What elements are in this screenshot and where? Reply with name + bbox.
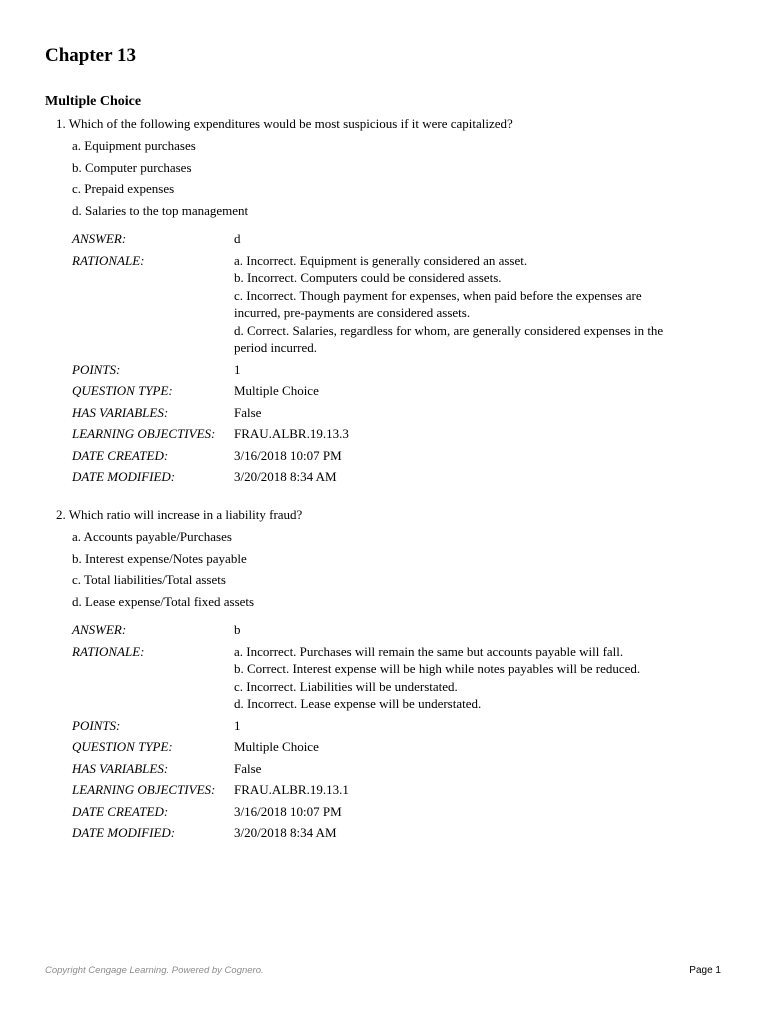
question-type-label: QUESTION TYPE:: [72, 739, 173, 754]
has-variables-row: [72, 402, 704, 424]
answer-value: b: [234, 622, 241, 637]
choice-a: a. Equipment purchases: [72, 138, 196, 153]
answer-value: d: [234, 231, 241, 246]
points-value: 1: [234, 717, 241, 733]
date-modified-label: DATE MODIFIED:: [72, 825, 176, 840]
rationale-line: c. Incorrect. Liabilities will be understated.: [234, 678, 458, 694]
question-type-row: [72, 736, 704, 758]
rationale-label: RATIONALE:: [72, 252, 145, 268]
date-created-label: DATE CREATED:: [72, 803, 169, 819]
rationale-line: c. Incorrect. Though payment for expenses, when paid before the expenses are: [234, 287, 642, 303]
date-created-value: 3/16/2018 10:07 PM: [234, 803, 342, 819]
learning-objectives-value: FRAU.ALBR.19.13.1: [234, 782, 349, 797]
choice-list: [72, 526, 254, 612]
has-variables-label: HAS VARIABLES:: [72, 760, 169, 776]
choice-d: d. Salaries to the top management: [72, 202, 249, 218]
chapter-title: Chapter 13: [45, 45, 136, 66]
rationale-line: b. Correct. Interest expense will be high while notes payables will be reduced.: [234, 661, 641, 676]
rationale-line: period incurred.: [234, 340, 318, 355]
question-type-value: Multiple Choice: [234, 383, 319, 398]
date-created-row: [72, 445, 704, 467]
rationale-line: b. Incorrect. Computers could be considered assets.: [234, 270, 502, 285]
rationale-row: [72, 641, 704, 715]
points-label: POINTS:: [72, 361, 121, 377]
date-created-label: DATE CREATED:: [72, 447, 169, 463]
choice-d: d. Lease expense/Total fixed assets: [72, 593, 255, 609]
rationale-value: [234, 250, 704, 359]
answer-row: [72, 619, 704, 641]
rationale-line: d. Correct. Salaries, regardless for whom, are generally considered expenses in the: [234, 322, 664, 338]
rationale-row: [72, 250, 704, 359]
answer-row: [72, 228, 704, 250]
has-variables-value: False: [234, 404, 262, 420]
learning-objectives-label: LEARNING OBJECTIVES:: [72, 426, 216, 441]
learning-objectives-row: [72, 423, 704, 445]
learning-objectives-row: [72, 779, 704, 801]
question-type-value: Multiple Choice: [234, 739, 319, 754]
question-stem: 2. Which ratio will increase in a liability fraud?: [56, 507, 303, 522]
choice-b: b. Computer purchases: [72, 159, 192, 175]
rationale-value: [234, 641, 704, 715]
question-type-row: [72, 380, 704, 402]
question-stem: 1. Which of the following expenditures would be most suspicious if it were capitalized?: [56, 116, 513, 131]
rationale-line: a. Incorrect. Equipment is generally considered an asset.: [234, 252, 528, 268]
date-modified-value: 3/20/2018 8:34 AM: [234, 469, 337, 484]
page-number: Page 1: [689, 965, 721, 976]
footer-copyright: Copyright Cengage Learning. Powered by Cognero.: [45, 965, 264, 976]
section-title: Multiple Choice: [45, 94, 142, 109]
answer-label: ANSWER:: [72, 622, 127, 637]
date-created-value: 3/16/2018 10:07 PM: [234, 447, 342, 463]
rationale-line: a. Incorrect. Purchases will remain the same but accounts payable will fall.: [234, 643, 624, 659]
points-label: POINTS:: [72, 717, 121, 733]
question-meta: [72, 228, 704, 488]
choice-a: a. Accounts payable/Purchases: [72, 529, 232, 544]
rationale-line: d. Incorrect. Lease expense will be understated.: [234, 696, 482, 711]
date-modified-row: [72, 466, 704, 488]
choice-b: b. Interest expense/Notes payable: [72, 550, 247, 566]
points-row: [72, 359, 704, 381]
date-modified-label: DATE MODIFIED:: [72, 469, 176, 484]
answer-label: ANSWER:: [72, 231, 127, 246]
has-variables-label: HAS VARIABLES:: [72, 404, 169, 420]
rationale-label: RATIONALE:: [72, 643, 145, 659]
choice-list: [72, 135, 248, 221]
choice-c: c. Prepaid expenses: [72, 181, 175, 196]
date-modified-row: [72, 822, 704, 844]
question-meta: [72, 619, 704, 844]
learning-objectives-value: FRAU.ALBR.19.13.3: [234, 426, 349, 441]
question-type-label: QUESTION TYPE:: [72, 383, 173, 398]
date-created-row: [72, 801, 704, 823]
learning-objectives-label: LEARNING OBJECTIVES:: [72, 782, 216, 797]
has-variables-row: [72, 758, 704, 780]
date-modified-value: 3/20/2018 8:34 AM: [234, 825, 337, 840]
choice-c: c. Total liabilities/Total assets: [72, 572, 226, 587]
points-row: [72, 715, 704, 737]
has-variables-value: False: [234, 760, 262, 776]
rationale-line: incurred, pre-payments are considered assets.: [234, 305, 471, 320]
points-value: 1: [234, 361, 241, 377]
